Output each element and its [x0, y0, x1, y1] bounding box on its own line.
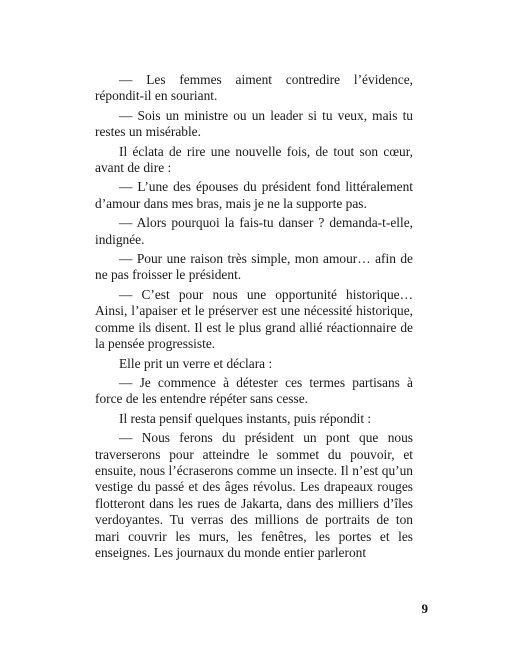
page-number: 9	[421, 601, 428, 616]
paragraph: — Les femmes aiment contredire l’évidence, répondit-il en souriant.	[95, 72, 413, 104]
paragraph: — Sois un ministre ou un leader si tu veux, mais tu restes un misérable.	[95, 107, 413, 140]
paragraph: Il éclata de rire une nouvelle fois, de tout son cœur, avant de dire :	[95, 143, 413, 176]
paragraph: — L’une des épouses du président fond littéralement d’amour dans mes bras, mais je ne la supporte pas.	[95, 179, 413, 211]
paragraph: — Pour une raison très simple, mon amour… afin de ne pas froisser le président.	[95, 251, 413, 283]
paragraph: — Nous ferons du président un pont que nous traverserons pour atteindre le sommet du pouvoir, et ensuite, nous l’écraserons comme un insecte. Il n’est qu’un vestige du passé et des âges révolus. Les drapeaux rouges flotteront dans les rues de Jakarta, dans des milliers d’îles verdoyantes. Tu verras des millions de portraits de ton mari couvrir les murs, les fenêtres, les portes et les enseignes. Les journaux du monde entier parleront	[95, 430, 413, 560]
paragraph: — C’est pour nous une opportunité historique… Ainsi, l’apaiser et le préserver est une nécessité historique, comme ils disent. Il est le plus grand allié réactionnaire de la pensée progressiste.	[95, 286, 413, 352]
paragraph: Il resta pensif quelques instants, puis répondit :	[119, 410, 372, 426]
paragraph: — Je commence à détester ces termes partisans à force de les entendre répéter sans cesse.	[95, 374, 413, 407]
body-text	[95, 72, 413, 564]
paragraph: — Alors pourquoi la fais-tu danser ? demanda-t-elle, indignée.	[95, 215, 413, 247]
paragraph: Elle prit un verre et déclara :	[119, 355, 273, 371]
